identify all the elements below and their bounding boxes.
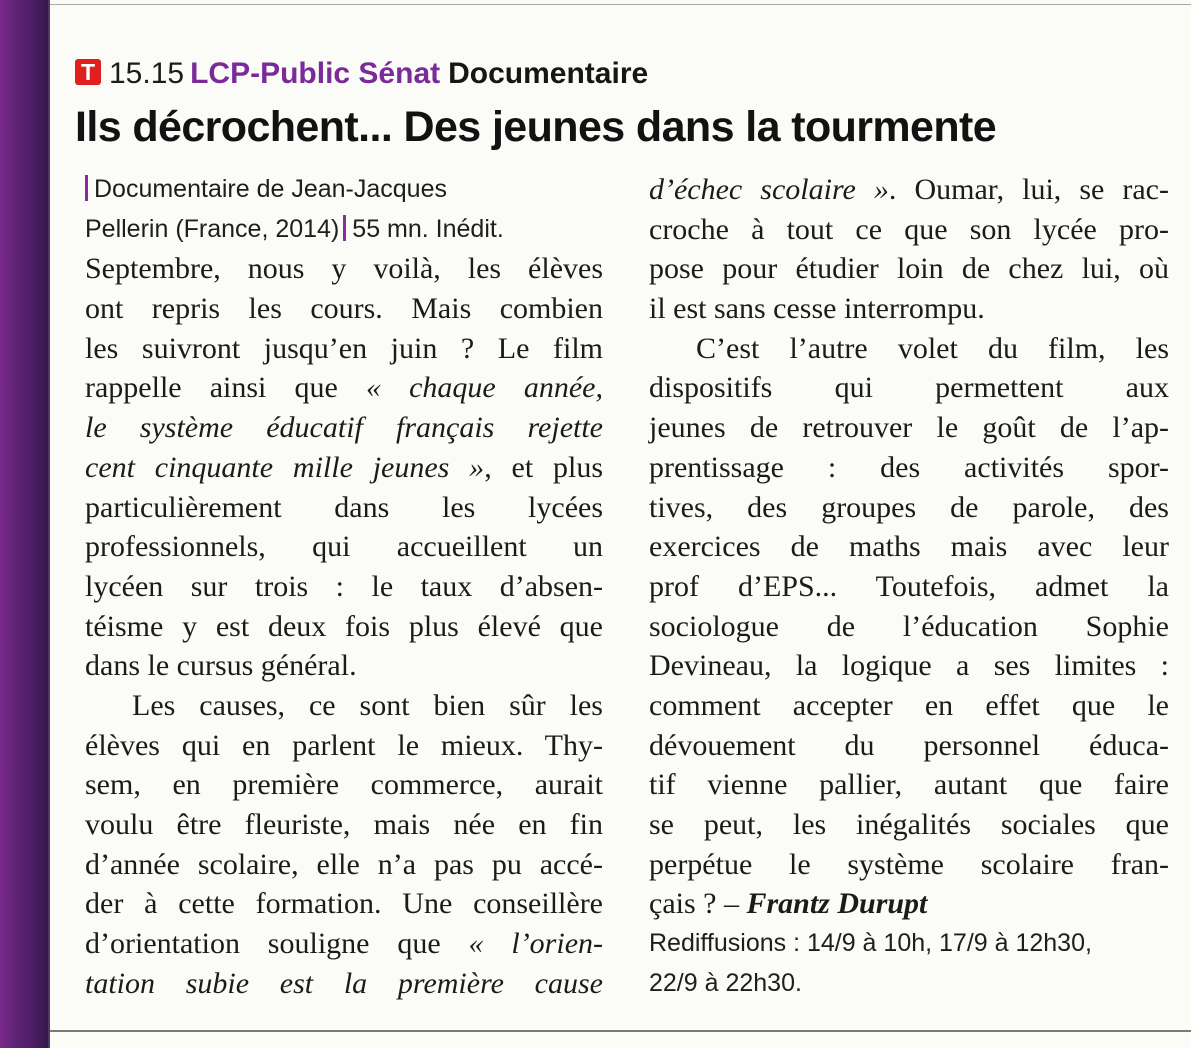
text-line: professionnels, qui accueillent un <box>85 530 603 564</box>
text-line: dévouement du personnel éduca- <box>649 728 1169 762</box>
text-line: pose pour étudier loin de chez lui, où <box>649 252 1169 286</box>
text-line: Devineau, la logique a ses limites : <box>649 649 1169 683</box>
text-line: tives, des groupes de parole, des <box>649 490 1169 524</box>
purple-side-band <box>0 0 50 1048</box>
text-line: rappelle ainsi que « chaque année, <box>85 371 603 405</box>
text-line: Septembre, nous y voilà, les élèves <box>85 252 603 286</box>
article-column-left <box>85 170 603 1003</box>
tv-listing-article <box>75 52 1180 1022</box>
text-line: comment accepter en effet que le <box>649 688 1169 722</box>
telerama-logo-icon: T <box>75 59 101 85</box>
listing-header <box>75 54 648 94</box>
quote-line: le système éducatif français rejette <box>85 411 603 445</box>
quote-text: « l’orien- <box>468 927 603 961</box>
article-column-right <box>649 170 1169 1003</box>
text-line: prentissage : des activités spor- <box>649 450 1169 484</box>
text-line: d’échec scolaire ». Oumar, lui, se rac- <box>649 173 1169 206</box>
text-line: croche à tout ce que son lycée pro- <box>649 212 1169 246</box>
text-line: dans le cursus général. <box>85 649 357 683</box>
author-name: Frantz Durupt <box>746 887 928 921</box>
separator-bar <box>85 175 88 201</box>
text-line: d’orientation souligne que « l’orien- <box>85 927 603 961</box>
genre-label: Documentaire <box>448 57 649 90</box>
text-line: perpétue le système scolaire fran- <box>649 847 1169 881</box>
bottom-rule <box>50 1030 1191 1032</box>
text-line: dispositifs qui permettent aux <box>649 371 1169 405</box>
text-line: téisme y est deux fois plus élevé que <box>85 609 603 643</box>
text-line: il est sans cesse interrompu. <box>649 292 985 326</box>
rediffusions-line: Rediffusions : 14/9 à 10h, 17/9 à 12h30, <box>649 929 1092 958</box>
text-line: tif vienne pallier, autant que faire <box>649 768 1169 802</box>
credits-line: Pellerin (France, 2014) 55 mn. Inédit. <box>85 214 504 243</box>
quote-text: « chaque année, <box>365 371 603 405</box>
rediffusions-line: 22/9 à 22h30. <box>649 968 802 997</box>
channel-name: LCP-Public Sénat <box>190 57 441 90</box>
program-title: Ils décrochent... Des jeunes dans la tourmente <box>75 103 997 151</box>
text-line: sem, en première commerce, aurait <box>85 768 603 802</box>
text-line: cent cinquante mille jeunes », et plus <box>85 450 603 484</box>
text-line: exercices de maths mais avec leur <box>649 530 1169 564</box>
text-line: ont repris les cours. Mais combien <box>85 292 603 326</box>
text-line: Les causes, ce sont bien sûr les <box>132 688 603 722</box>
credits-line: Documentaire de Jean-Jacques <box>85 170 603 210</box>
quote-line: tation subie est la première cause <box>85 966 603 1000</box>
quote-text: cent cinquante mille jeunes » <box>85 450 485 484</box>
text-line: élèves qui en parlent le mieux. Thy- <box>85 728 603 762</box>
text-line: çais ? – Frantz Durupt <box>649 887 928 921</box>
separator-bar <box>343 215 346 241</box>
quote-text: d’échec scolaire » <box>649 173 889 206</box>
text-line: se peut, les inégalités sociales que <box>649 808 1169 841</box>
broadcast-time: 15.15 <box>109 57 185 90</box>
text-line: prof d’EPS... Toutefois, admet la <box>649 569 1169 603</box>
top-rule <box>50 4 1191 5</box>
text-line: particulièrement dans les lycées <box>85 490 603 524</box>
text-line: d’année scolaire, elle n’a pas pu accé- <box>85 847 603 881</box>
text-line: der à cette formation. Une conseillère <box>85 887 603 921</box>
text-line: sociologue de l’éducation Sophie <box>649 609 1169 643</box>
text-line: lycéen sur trois : le taux d’absen- <box>85 569 603 603</box>
text-line: jeunes de retrouver le goût de l’ap- <box>649 411 1169 445</box>
text-line: C’est l’autre volet du film, les <box>696 331 1169 365</box>
text-line: voulu être fleuriste, mais née en fin <box>85 808 603 841</box>
text-line: les suivront jusqu’en juin ? Le film <box>85 331 603 365</box>
